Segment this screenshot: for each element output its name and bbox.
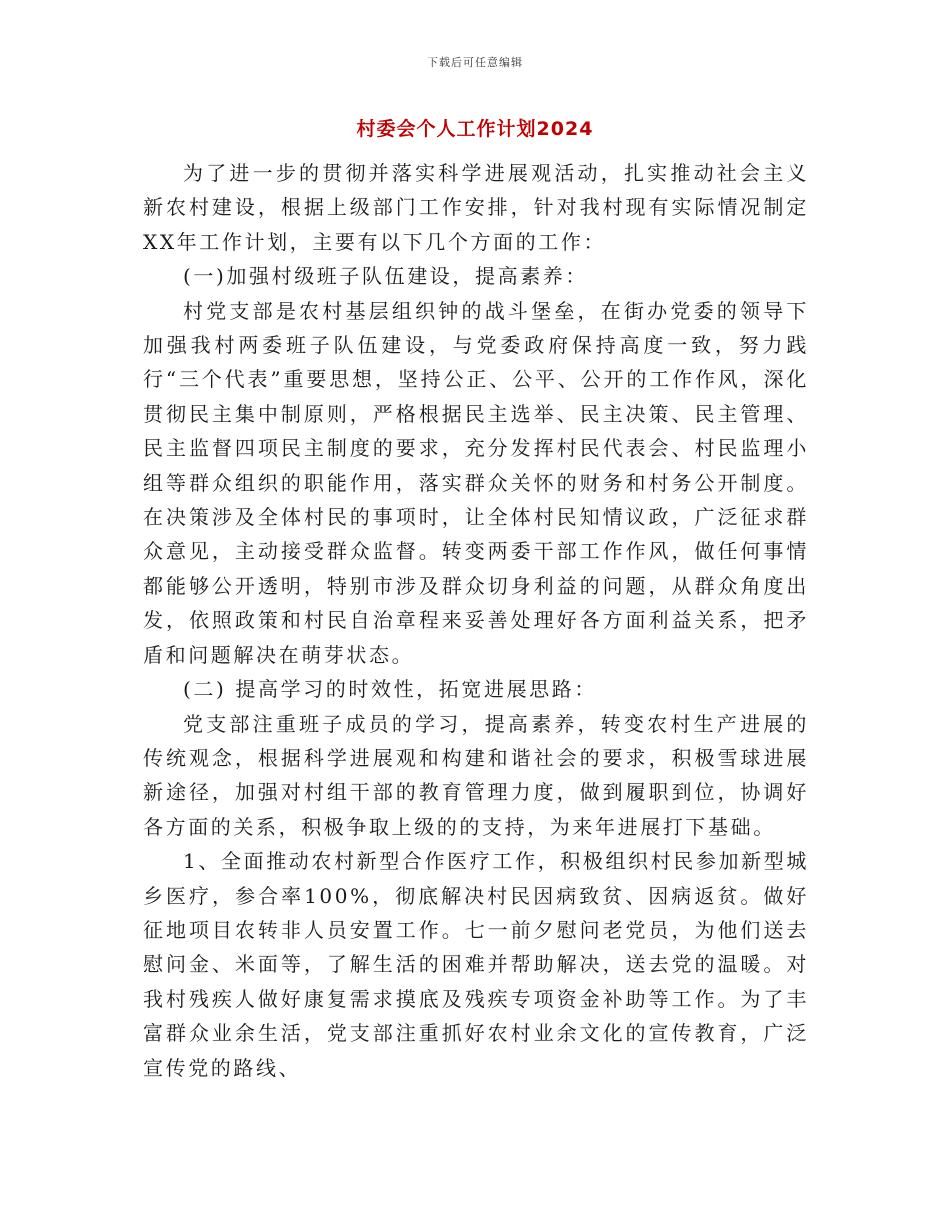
section-heading-1: (一)加强村级班子队伍建设，提高素养： — [183, 264, 589, 289]
document-title: 村委会个人工作计划2024 — [356, 118, 594, 140]
section-heading-2: (二) 提高学习的时效性，拓宽进展思路： — [183, 677, 597, 702]
document-body — [143, 156, 809, 1085]
paragraph-section-2: 党支部注重班子成员的学习，提高素养，转变农村生产进展的传统观念，根据科学进展观和构建和谐社会的要求，积极雪球进展新途径，加强对村组干部的教育管理力度，做到履职到位，协调好各方面的关系，积极争取上级的的支持，为来年进展打下基础。 — [143, 711, 809, 839]
paragraph-item-1: 1、全面推动农村新型合作医疗工作，积极组织村民参加新型城乡医疗，参合率100%，彻底解决村民因病致贫、因病返贫。做好征地项目农转非人员安置工作。七一前夕慰问老党员，为他们送去慰问金、米面等，了解生活的困难并帮助解决，送去党的温暖。对我村残疾人做好康复需求摸底及残疾专项资金补助等工作。为了丰富群众业余生活，党支部注重抓好农村业余文化的宣传教育，广泛宣传党的路线、 — [143, 849, 809, 1080]
page-header-note: 下载后可任意编辑 — [427, 56, 523, 69]
paragraph-intro: 为了进一步的贯彻并落实科学进展观活动，扎实推动社会主义新农村建设，根据上级部门工作安排，针对我村现有实际情况制定XX年工作计划，主要有以下几个方面的工作： — [143, 161, 809, 254]
paragraph-section-1: 村党支部是农村基层组织钟的战斗堡垒，在街办党委的领导下加强我村两委班子队伍建设，与党委政府保持高度一致，努力践行“三个代表”重要思想，坚持公正、公平、公开的工作作风，深化贯彻民主集中制原则，严格根据民主选举、民主决策、民主管理、民主监督四项民主制度的要求，充分发挥村民代表会、村民监理小组等群众组织的职能作用，落实群众关怀的财务和村务公开制度。在决策涉及全体村民的事项时，让全体村民知情议政，广泛征求群众意见，主动接受群众监督。转变两委干部工作作风，做任何事情都能够公开透明，特别市涉及群众切身利益的问题，从群众角度出发，依照政策和村民自治章程来妥善处理好各方面利益关系，把矛盾和问题解决在萌芽状态。 — [143, 298, 809, 667]
